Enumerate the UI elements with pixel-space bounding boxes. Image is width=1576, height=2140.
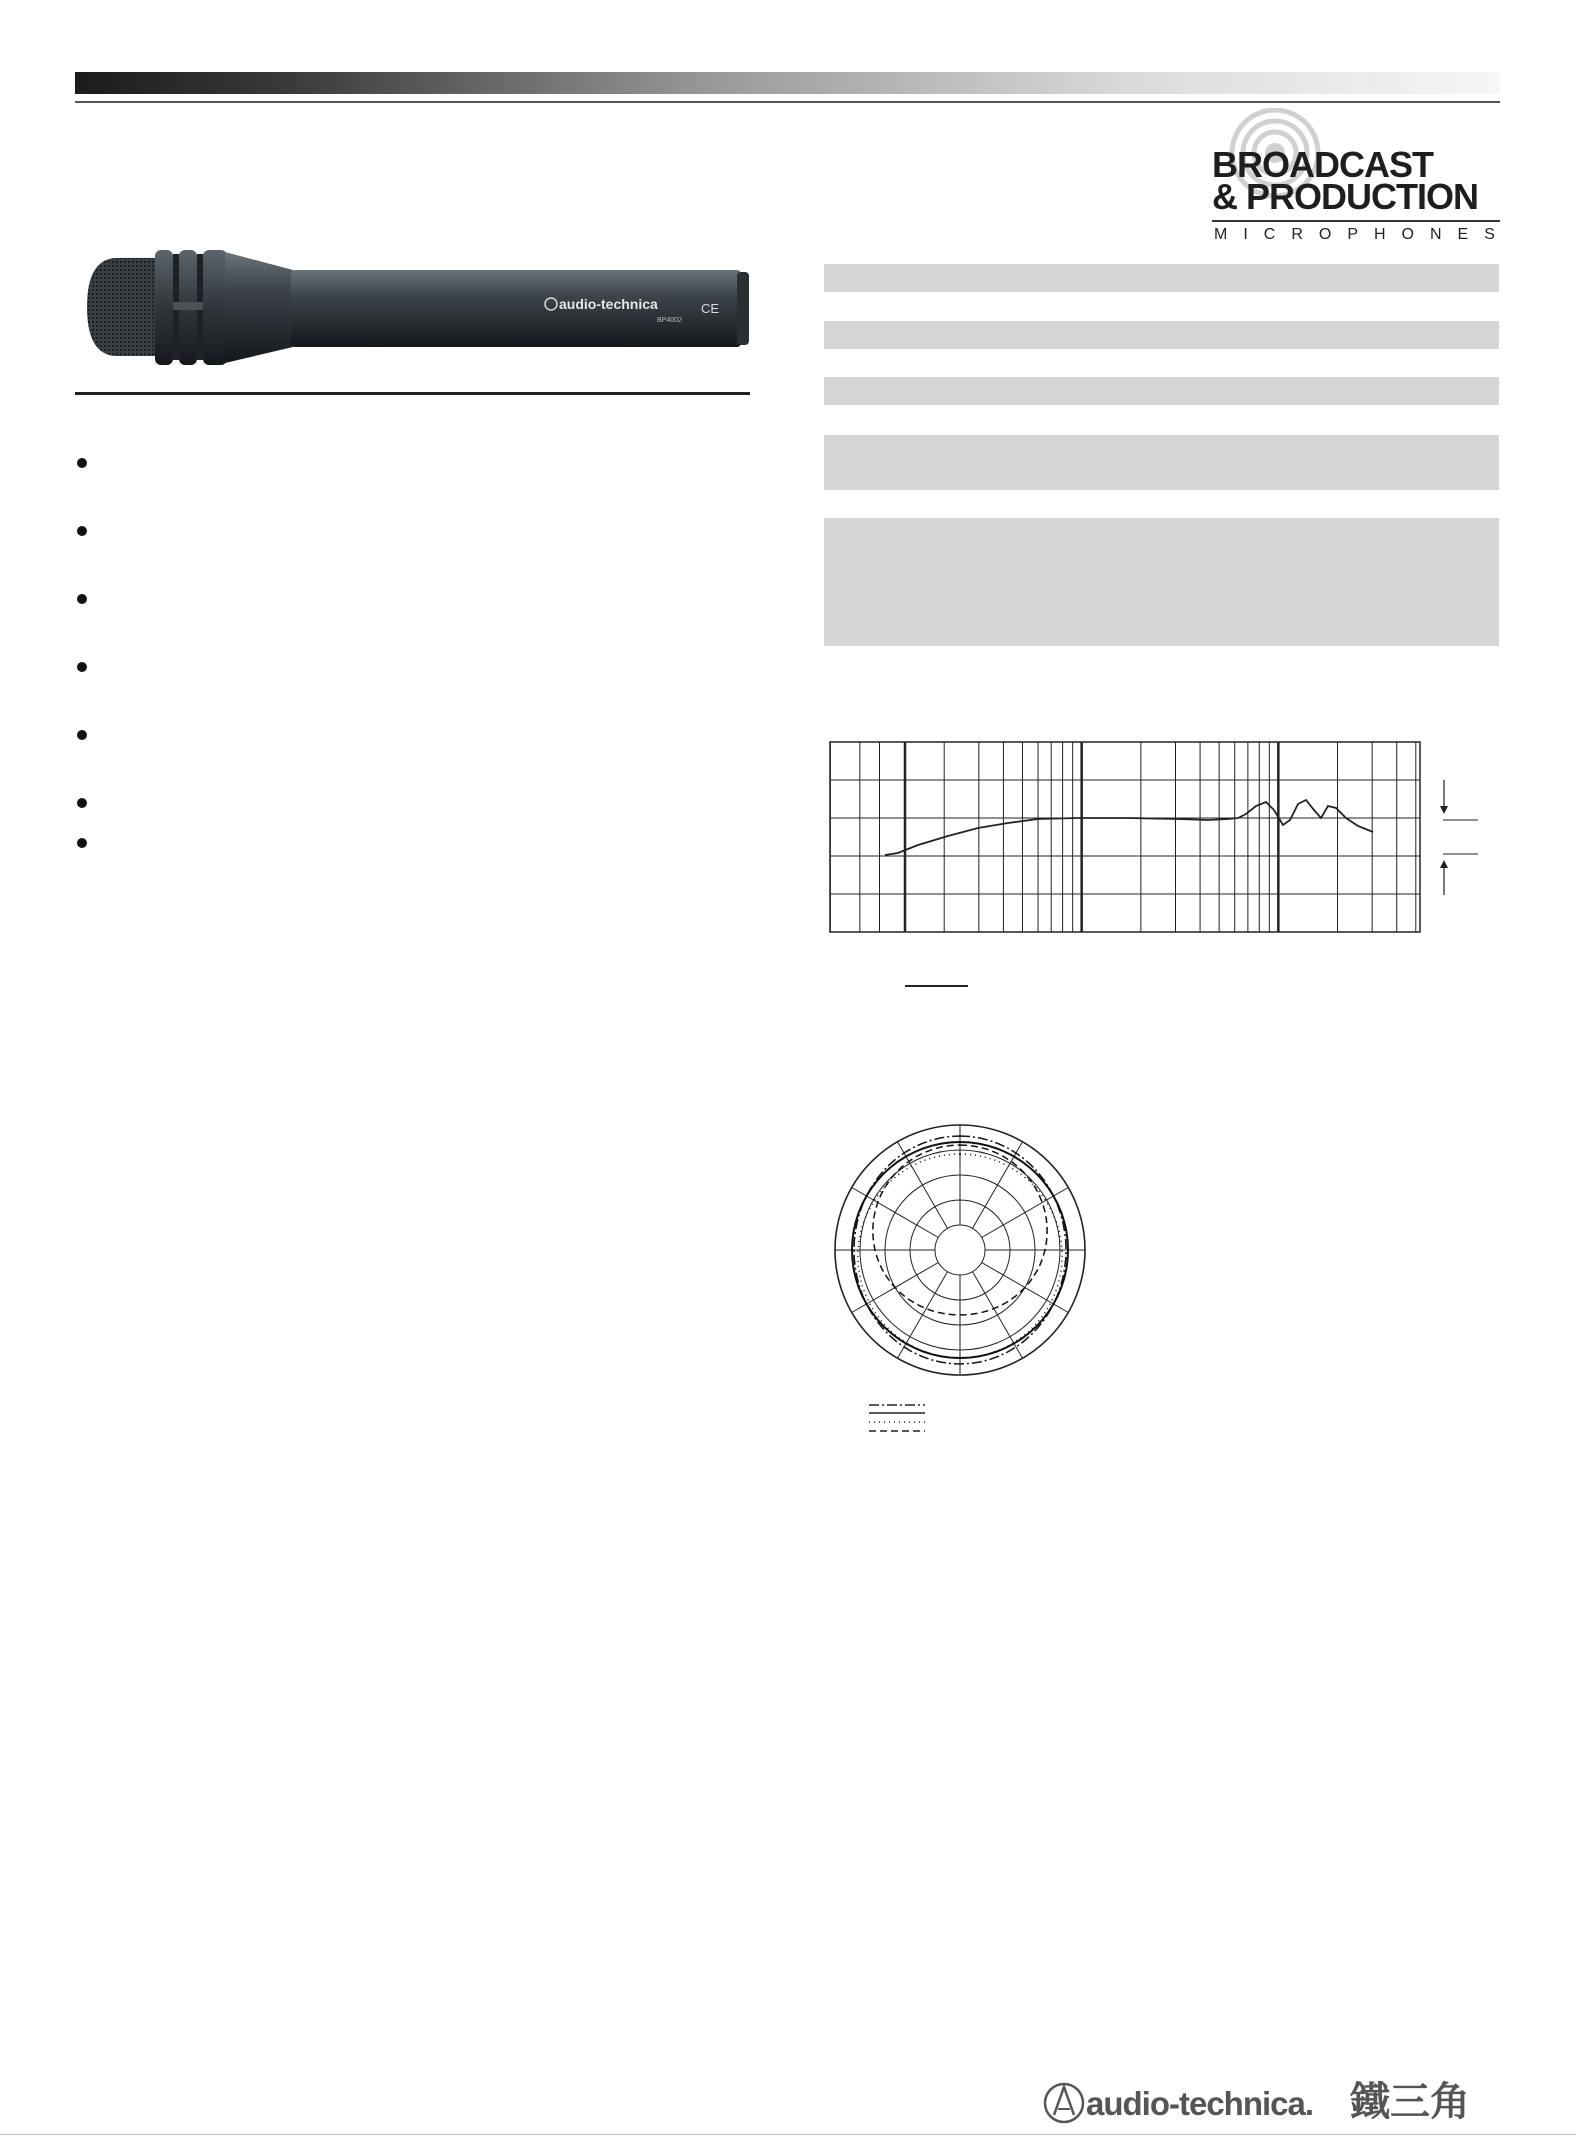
polar-grid-spoke	[898, 1272, 948, 1359]
mic-brand-text: audio-technica	[559, 296, 658, 312]
frequency-response-curve	[885, 800, 1373, 855]
polar-grid-spoke	[973, 1142, 1023, 1229]
polar-grid-spoke	[973, 1272, 1023, 1359]
spec-bar	[824, 377, 1499, 405]
microphone-photo	[75, 240, 755, 375]
microphone-illustration	[75, 240, 755, 375]
spec-bar	[824, 321, 1499, 349]
arrow-up-icon	[1440, 860, 1448, 868]
spec-bar	[824, 264, 1499, 292]
audio-technica-logo-mark	[1040, 2065, 1510, 2135]
feature-bullet	[77, 526, 87, 536]
polar-pattern-plot	[830, 1120, 1090, 1380]
polar-grid-spoke	[852, 1188, 939, 1238]
polar-legend	[867, 1400, 927, 1440]
polar-grid-ring	[935, 1225, 985, 1275]
feature-bullet	[77, 594, 87, 604]
arrow-down-icon	[1440, 806, 1448, 814]
feature-bullet	[77, 838, 87, 848]
header-rule	[75, 101, 1500, 103]
frequency-response-plot	[828, 740, 1508, 940]
chart-frame	[830, 742, 1420, 932]
broadcast-production-logo	[1180, 108, 1510, 258]
brand-line-production: & PRODUCTION	[1212, 176, 1478, 217]
feature-bullet	[77, 458, 87, 468]
mic-model-text: BP4002	[657, 317, 682, 324]
ce-mark-icon: CE	[701, 301, 720, 316]
polar-legend-lines	[867, 1400, 927, 1440]
header-gradient-bar	[75, 72, 1500, 94]
feature-bullet	[77, 662, 87, 672]
footer-cjk-text: 鐵三角	[1350, 2079, 1470, 2125]
polar-pattern-chart	[830, 1120, 1090, 1380]
polar-grid-spoke	[982, 1188, 1069, 1238]
frequency-legend-line	[905, 985, 968, 987]
polar-grid-spoke	[898, 1142, 948, 1229]
spec-bar	[824, 435, 1499, 490]
bottom-rule	[0, 2134, 1576, 2135]
feature-bullet	[77, 730, 87, 740]
frequency-response-chart	[828, 740, 1508, 940]
section-rule	[75, 392, 750, 395]
feature-bullet	[77, 798, 87, 808]
audio-technica-logo	[1040, 2065, 1510, 2135]
brand-line-broadcast: BROADCAST	[1212, 144, 1433, 185]
brand-line-microphones: MICROPHONES	[1214, 226, 1511, 243]
spec-bar	[824, 518, 1499, 646]
footer-brand-text: audio-technica.	[1086, 2085, 1314, 2122]
brand-rule	[1212, 220, 1500, 222]
